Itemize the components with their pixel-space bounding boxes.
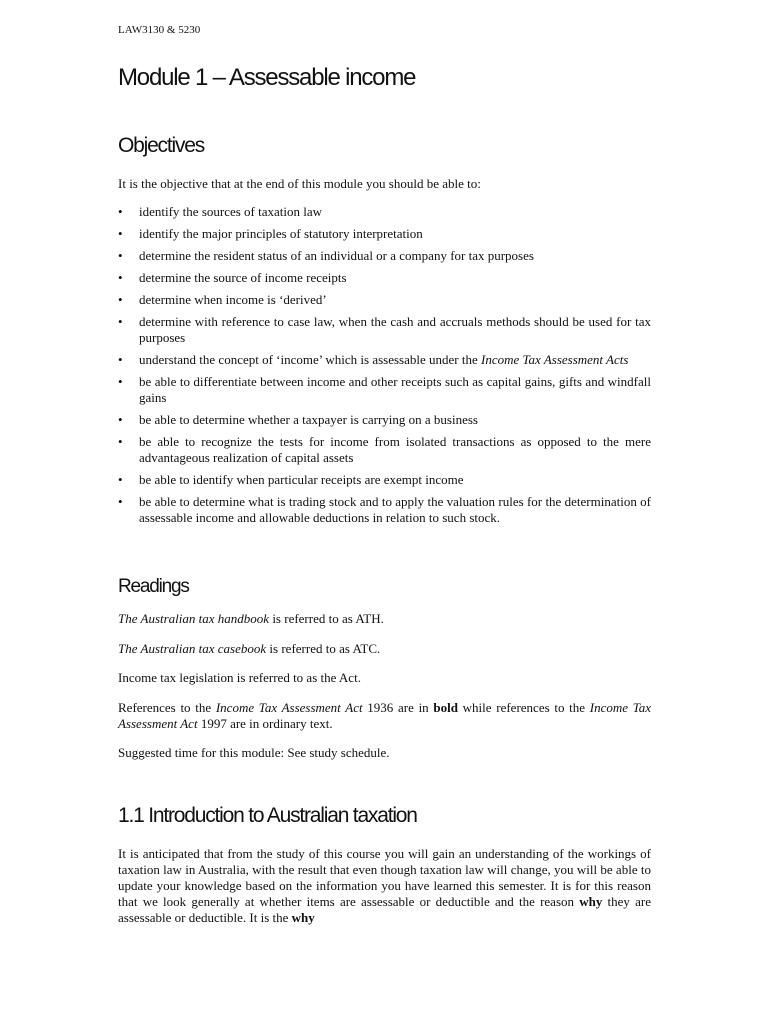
- intro-text-1: It is anticipated that from the study of this course you will gain an understanding of the workings of taxation law in Australia, with the result that even though taxation law will change, you will be able to update your knowledge based on the information you have learned this semester. It is for this reason that we look generally at whether items are assessable or deductible and the reason: [118, 846, 651, 909]
- ath-rest: is referred to as ATH.: [269, 611, 384, 626]
- bullet-icon: •: [118, 374, 123, 389]
- objective-text: be able to differentiate between income and other receipts such as capital gains, gifts and windfall gains: [139, 374, 651, 405]
- course-code: LAW3130 & 5230: [118, 24, 201, 36]
- readings-atc: [118, 641, 651, 657]
- bullet-icon: •: [118, 270, 123, 285]
- ref-act-1997: Income Tax Assessment Act: [118, 700, 652, 731]
- intro-why-1: why: [579, 894, 603, 909]
- objective-item: [118, 270, 651, 286]
- ref-bold: bold: [433, 700, 458, 715]
- bullet-icon: •: [118, 314, 123, 329]
- readings-ath: [118, 611, 651, 627]
- objective-item: [118, 352, 651, 368]
- module-title: Module 1 – Assessable income: [118, 64, 416, 91]
- ref-text-1: References to the: [118, 700, 216, 715]
- bullet-icon: •: [118, 434, 123, 449]
- bullet-icon: •: [118, 226, 123, 241]
- ref-text-4: 1997 are in ordinary text.: [197, 716, 333, 731]
- atc-rest: is referred to as ATC.: [266, 641, 381, 656]
- objective-text: identify the major principles of statutory interpretation: [139, 226, 423, 241]
- section-1-1-paragraph: [118, 846, 651, 926]
- objectives-heading: Objectives: [118, 134, 205, 157]
- ref-text-3: while references to the: [457, 700, 590, 715]
- objective-text: be able to identify when particular receipts are exempt income: [139, 472, 464, 487]
- objective-item: [118, 434, 651, 466]
- objective-text: be able to recognize the tests for income from isolated transactions as opposed to the mere advantageous realization of capital assets: [139, 434, 651, 465]
- objective-text: be able to determine whether a taxpayer is carrying on a business: [139, 412, 478, 427]
- objective-item: [118, 412, 651, 428]
- readings-references: [118, 700, 651, 732]
- objective-text: determine when income is ‘derived’: [139, 292, 327, 307]
- bullet-icon: •: [118, 204, 123, 219]
- objective-text: identify the sources of taxation law: [139, 204, 323, 219]
- objective-item: [118, 204, 651, 220]
- objective-text: determine with reference to case law, when the cash and accruals methods should be used for tax purposes: [139, 314, 651, 345]
- objectives-list: [118, 204, 651, 532]
- intro-why-2: why: [291, 910, 315, 925]
- bullet-icon: •: [118, 472, 123, 487]
- objective-item: [118, 374, 651, 406]
- intro-text-2: they are assessable or deductible. It is the: [118, 894, 651, 925]
- objective-item: [118, 248, 651, 264]
- bullet-icon: •: [118, 412, 123, 427]
- bullet-icon: •: [118, 352, 123, 367]
- ref-act-1936: Income Tax Assessment Act: [215, 700, 363, 715]
- readings-time: Suggested time for this module: See study schedule.: [118, 745, 390, 760]
- objective-item: [118, 472, 651, 488]
- ath-title: The Australian tax handbook: [118, 611, 270, 626]
- objective-text: determine the source of income receipts: [139, 270, 347, 285]
- bullet-icon: •: [118, 292, 123, 307]
- objective-item: [118, 494, 651, 526]
- bullet-icon: •: [118, 248, 123, 263]
- objective-item: [118, 314, 651, 346]
- objective-text: determine the resident status of an individual or a company for tax purposes: [139, 248, 534, 263]
- objective-text: understand the concept of ‘income’ which is assessable under the: [139, 352, 481, 367]
- objectives-intro: It is the objective that at the end of this module you should be able to:: [118, 176, 481, 191]
- section-1-1-heading: 1.1 Introduction to Australian taxation: [118, 804, 417, 827]
- objective-text: be able to determine what is trading stock and to apply the valuation rules for the determination of assessable income and allowable deductions in relation to such stock.: [139, 494, 651, 525]
- atc-title: The Australian tax casebook: [118, 641, 267, 656]
- objective-item: [118, 292, 651, 308]
- readings-legislation: Income tax legislation is referred to as the Act.: [118, 670, 361, 685]
- objective-italic: Income Tax Assessment Acts: [480, 352, 629, 367]
- ref-text-2: 1936 are in: [362, 700, 434, 715]
- bullet-icon: •: [118, 494, 123, 509]
- objective-item: [118, 226, 651, 242]
- readings-heading: Readings: [118, 576, 189, 597]
